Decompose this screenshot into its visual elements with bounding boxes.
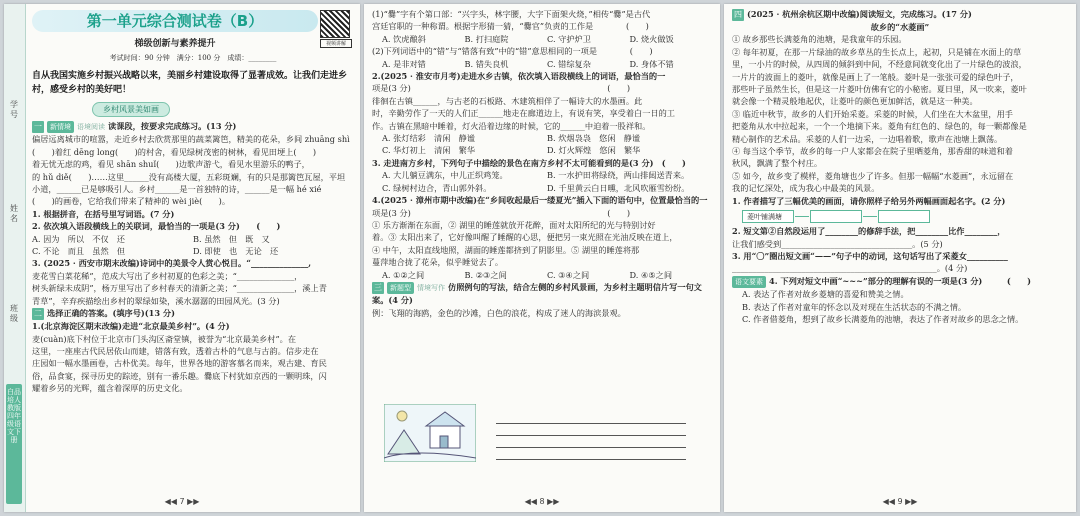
passage-line: 小道，______已是够吸引人。乡村______是一首独特的诗，______是一幅 hé xié	[32, 184, 322, 195]
story-line: 我的记忆深处，成为我心中最美的风景。	[732, 183, 880, 194]
picture-flow	[742, 210, 1068, 223]
q2-line: 让我们感受到________________________________。(5 分)	[732, 238, 943, 249]
part1-heading	[32, 120, 354, 133]
test-title: 第一单元综合测试卷（B）	[32, 10, 318, 32]
story-line: 一片片的波面上的菱叶，就像是画上了一笔般。菱叶是一张张可爱的绿色叶子，	[732, 71, 1019, 82]
test-meta: 考试时间：90 分钟 满分：100 分 成绩：________	[109, 54, 277, 62]
qr-code[interactable]	[320, 10, 352, 46]
q4-line: 耀着乡另的光辉，蕴含着深厚的历史文化。	[32, 383, 188, 394]
q4-passage-line: ① 乐方渐渐在东面，② 湖里的睡莲就放开花醉，面对太阳所纪的光与特别讨好	[372, 219, 656, 230]
part4-heading	[732, 8, 1068, 21]
option-a[interactable]: A. 饮虎酿斜	[382, 33, 426, 44]
answer-line[interactable]	[496, 448, 686, 460]
q3-options-row2	[372, 182, 712, 194]
q3-options	[372, 169, 712, 181]
option-a[interactable]: A. 因为 所以 不仅 还	[32, 233, 125, 244]
option-c[interactable]: C. 守护炉卫	[547, 33, 591, 44]
q4-passage-line: 蔓萍地合拢了花朵，似乎睡觉去了。	[372, 257, 504, 268]
option-b[interactable]: B. 一水护田将绿绕，两山排闼送青来。	[547, 170, 690, 181]
question-3-line: 青草”，辛弃疾描绘出乡村的翠绿如染，溪水潺潺的田园风光。(3 分)	[32, 295, 280, 306]
q2-passage-line: 作。古镇在黑暗中睡着，灯火沿着边缘的时候，它的______中迫着一股祥和。	[372, 120, 651, 131]
page-number: ◀◀ 7 ▶▶	[164, 497, 200, 506]
option-b[interactable]: B. 虽然 但 既 又	[193, 233, 270, 244]
option-c[interactable]: C. 华灯初上 清闲 繁华	[382, 145, 476, 156]
option-d[interactable]: D. 千里黄云白日曛，北风吹雁雪纷纷。	[547, 182, 690, 193]
option-a[interactable]: A. 张灯结彩 清闲 静谧	[382, 133, 475, 144]
story	[732, 33, 1068, 194]
arrow-right-icon	[795, 216, 809, 217]
q2-line: 2. 短文第②自然段运用了________的修辞手法，把________比作________，	[732, 226, 1006, 237]
q4-passage-line: 着。③ 太阳出来了，它好像叫醒了睡醒的心思，便把另一束光照在光油反映在道上，	[372, 232, 678, 243]
q4-line: 4.(2025 · 漳州市期中改编)在“乡间收起最后一缕夏光”插入下面的语句中，位置最恰当的一	[372, 195, 708, 206]
passage-line: 着无忧无虑的鸡，看见 shān shuǐ( )边歌声游弋，看见水里游乐的鸭子，	[32, 159, 310, 170]
side-band: 白品培人教版四年级语文下册	[6, 384, 22, 504]
story-line: ④ 每当这个季节，故乡的每一户人家都会在院子里晒菱角，那香甜的味道和着	[732, 146, 1013, 157]
q3-line: 3. 用“〇”圈出短文画“——”句子中的动词，这句话写出了采菱女__________	[732, 250, 1008, 261]
question-4-passage	[32, 333, 354, 395]
test-subtitle: 梯级创新与素养提升	[134, 39, 216, 49]
answer-line[interactable]	[496, 412, 686, 424]
q1-line: 宫廷官职的一种称谓。根据字形猜一猜，“爨官”负责的工作是 ( )	[372, 21, 649, 32]
story-line: 秋风，飘满了整个村庄。	[732, 158, 823, 169]
part2-title: 选择正确的答案。(填序号)(13 分)	[47, 308, 175, 319]
option-c[interactable]: C. 作者借菱角，想到了故乡长满菱角的池塘，表达了作者对故乡的思念之情。	[742, 313, 1024, 324]
q4-line: 俗，品食宴，探寻历史的踪迹，别有一番乐趣。爨底下村犹如京西的一颗明珠，闪	[32, 370, 327, 381]
q2-line: 项是(3 分) ( )	[372, 83, 631, 94]
side-label-class: 班级	[10, 304, 18, 323]
qr-caption: 视频讲解	[320, 39, 352, 48]
part3-number: 三	[374, 282, 382, 292]
q1b-options	[372, 58, 712, 70]
q2-options	[372, 132, 712, 144]
q1-options	[372, 33, 712, 45]
part3-heading	[372, 281, 712, 307]
option-c[interactable]: C. 绿树村边合，青山郭外斜。	[382, 182, 492, 193]
page-8	[364, 4, 720, 512]
story-line: ③ 临近中秋节，故乡的人们开始采菱。采菱的时候，人们坐在大木盆里，用手	[732, 108, 1013, 119]
example-sentence: 例：飞翔的海鸥，金色的沙滩，白色的浪花，构成了迷人的海滨景观。	[372, 307, 626, 318]
option-b[interactable]: B. 错失良机	[464, 58, 509, 69]
part3-tag: 新题型	[387, 282, 414, 294]
question-1: 1. 根据拼音，在括号里写词语。(7 分)	[32, 208, 175, 219]
passage	[32, 133, 354, 207]
passage-line: 的 hǔ diě( )……这里______没有高楼大厦，五彩斑斓，有的只是那篱笆瓦屋，平坦	[32, 171, 346, 182]
part1-tag2: 语境阅读	[77, 123, 105, 131]
story-line: ⑤ 如今，故乡变了模样，菱角塘也少了许多。但那一幅幅“水菱画”，永远留在	[732, 170, 1014, 181]
section-tag: 乡村风景美如画	[92, 102, 170, 117]
option-a[interactable]: A. 是非对错	[382, 58, 426, 69]
question-3-line: 3. (2025 · 西安市期末改编)诗词中的美景令人赏心悦目。“______________,	[32, 258, 312, 269]
q4-options	[372, 269, 712, 281]
passage-line: 偏居远离城市的喧嚣，走近乡村去欣赏那里的蔬菜篱笆，精美的花朵，乡间 zhuāng shì	[32, 134, 350, 145]
page-number: ◀◀ 8 ▶▶	[524, 497, 560, 506]
q4-line: 这里，一座座古代民居依山而建，错落有致，透着古朴的气息与古韵。信步走在	[32, 345, 319, 356]
option-b[interactable]: B. 打扫庭院	[464, 33, 509, 44]
question-3	[32, 257, 354, 307]
question-4: 1.(北京海淀区期末改编)走进“北京最美乡村”。(4 分)	[32, 321, 230, 332]
answer-line[interactable]	[496, 424, 686, 436]
story-line: ② 每年初夏，在那一片绿油的故乡草丛的生长点上，起初，只是铺在水面上的草	[732, 46, 1022, 57]
part4-number: 四	[734, 10, 742, 19]
q4: 4. 下列对短文中画“~~~”部分的理解有误的一项是(3 分) ( )	[769, 275, 1031, 286]
page-number: ◀◀ 9 ▶▶	[882, 497, 918, 506]
q2-line: 2.(2025 · 淮安市月考)走进水乡古镇，依次填入语段横线上的词语，最恰当的一	[372, 71, 666, 82]
arrow-right-icon	[863, 216, 877, 217]
q4-tag: 语文要素	[732, 276, 766, 288]
side-label-id: 学号	[10, 100, 18, 119]
part2-number: 二	[34, 309, 42, 319]
option-d[interactable]: D. 身体不错	[629, 58, 674, 69]
part1-title: 读课段，按要求完成练习。(13 分)	[108, 121, 237, 131]
q4-passage-line: ④ 中午，太阳直线地照，湖面的睡莲都挤到了阴影里。⑤ 湖里的睡莲将那	[372, 244, 640, 255]
story-line: 精心制作的艺术品。采菱的人们一边采，一边唱着歌，歌声在池塘上飘荡。	[732, 133, 1003, 144]
passage-line: ( )着红 dēng long( )的村舍，看见绿树茂密的树林，看见田埂上( )	[32, 146, 317, 157]
option-a[interactable]: A. 大儿躺豆满东，中儿正织鸡笼。	[382, 170, 508, 181]
q2-passage-line: 徘徊在古镇______，与古老的石板路、木建筑相伴了一幅诗大的水墨画。此	[372, 95, 643, 106]
q4-line: 麦(cuàn)底下村位于北京市门头沟区斋堂镇，被誉为“北京最美乡村”。在	[32, 333, 297, 344]
flow-box-3[interactable]	[878, 210, 930, 223]
story-line: ① 故乡那些长满菱角的池塘，是我童年的乐园。	[732, 34, 907, 45]
option-d[interactable]: D. ④⑤之间	[629, 269, 673, 280]
question-3-line: 树头新绿未成阴”，杨万里写出了乡村春天的清新之美；“______________，溪上青	[32, 283, 327, 294]
part1-number: 一	[34, 122, 42, 131]
qr-code-icon	[320, 10, 350, 38]
side-label-name: 姓名	[10, 204, 18, 223]
option-d[interactable]: D. 即使 也 无论 还	[193, 246, 279, 257]
part3-tag2: 情境写作	[417, 283, 445, 292]
flow-box-2[interactable]	[810, 210, 862, 223]
story-line: 那些叶子虽然生长，但是这一片菱叶仿佛有它的小秘密。夏日里，风一吹来，菱叶	[732, 84, 1027, 95]
page-9	[724, 4, 1076, 512]
answer-line[interactable]	[496, 436, 686, 448]
part4-title: (2025 · 杭州余杭区期中改编)阅读短文，完成练习。(17 分)	[747, 9, 972, 19]
option-b[interactable]: B. 表达了作者对童年的怀念以及对现在生活状态的不满之情。	[742, 301, 967, 312]
q4-line: 项是(3 分) ( )	[372, 207, 631, 218]
passage-line: ( )的画卷，它给我们带来了精神的 wèi jiè( )。	[32, 196, 231, 207]
option-b[interactable]: B. ②③之间	[464, 269, 507, 280]
part2-heading	[32, 307, 354, 320]
option-d[interactable]: D. 灯火辉煌 悠闲 繁华	[547, 145, 641, 156]
option-c[interactable]: C. 不论 而且 虽然 但	[32, 246, 126, 257]
q4-heading	[732, 275, 1068, 288]
q2-options-row2	[372, 144, 712, 156]
q1-line: (1)“爨”字有个第口部：“兴字头，林字腰，大字下面架火烧，”相传“爨”是古代	[372, 9, 651, 19]
flow-box-1: 菱叶铺满塘	[742, 210, 794, 223]
option-b[interactable]: B. 炊烟袅袅 悠闲 静谧	[547, 133, 641, 144]
q3: 3. 走进南方乡村，下列句子中描绘的景色在南方乡村不太可能看到的是(3 分) ( )	[372, 157, 686, 168]
question-2: 2. 依次填入语段横线上的关联词，最恰当的一项是(3 分) ( )	[32, 221, 281, 232]
binding-strip	[4, 4, 26, 512]
question-2-options-row2	[32, 245, 354, 257]
q4-line: 庄园如一幅水墨画卷，古朴优美。每年，世界各地的游客慕名而来，观古建、育民	[32, 358, 327, 369]
story-title: 故乡的“水菱画”	[870, 22, 930, 32]
answer-lines[interactable]	[496, 412, 686, 472]
part3-title: 仿照例句的写法，结合左侧的乡村风景画，为乡村主题明信片写一句文案。(4 分)	[372, 281, 702, 306]
option-c[interactable]: C. ③④之间	[547, 269, 590, 280]
q1: 1. 作者描写了三幅优美的画面，请你照样子给另外两幅画面起名字。(2 分)	[732, 195, 1006, 206]
option-c[interactable]: C. 错综复杂	[547, 58, 591, 69]
question-2-options	[32, 233, 354, 245]
page-7	[4, 4, 360, 512]
option-a[interactable]: A. ①②之间	[382, 269, 425, 280]
q2-passage-line: 时，辛勤劳作了一天的人们正______地走在廊道边上，有说有笑，享受着白一日的工	[372, 108, 675, 119]
option-d[interactable]: D. 烧火做饭	[629, 33, 674, 44]
question-3-line: 麦花雪白菜花稀”，范成大写出了乡村初夏的色彩之美；“______________，	[32, 270, 303, 281]
option-a[interactable]: A. 表达了作者对故乡菱塘的喜爱和赞美之情。	[742, 289, 909, 300]
q1b: (2)下列词语中的“错”与“错落有致”中的“错”意思相同的一项是 ( )	[372, 46, 653, 57]
intro-text: 自从我国实施乡村振兴战略以来，美丽乡村建设取得了显著成效。让我们走进乡村，感受乡村的美好吧！	[32, 71, 348, 95]
village-illustration	[384, 404, 476, 462]
story-line: 把菱角从水中拉起来，一个一个地摘下来。菱角有红色的、绿色的，每一颗都像是	[732, 121, 1027, 132]
part1-tag: 新情境	[47, 121, 74, 133]
story-line: 里，一小片的时候，从四周的倾斜到中间，不经意间就变化出了一片绿色的波浪，	[732, 59, 1027, 70]
story-line: 就会像一个精灵般地起伏，让菱叶的颜色更加鲜活，就是这一种美。	[732, 96, 978, 107]
q3-line: __________________________________________________。(4 分)	[732, 263, 968, 274]
